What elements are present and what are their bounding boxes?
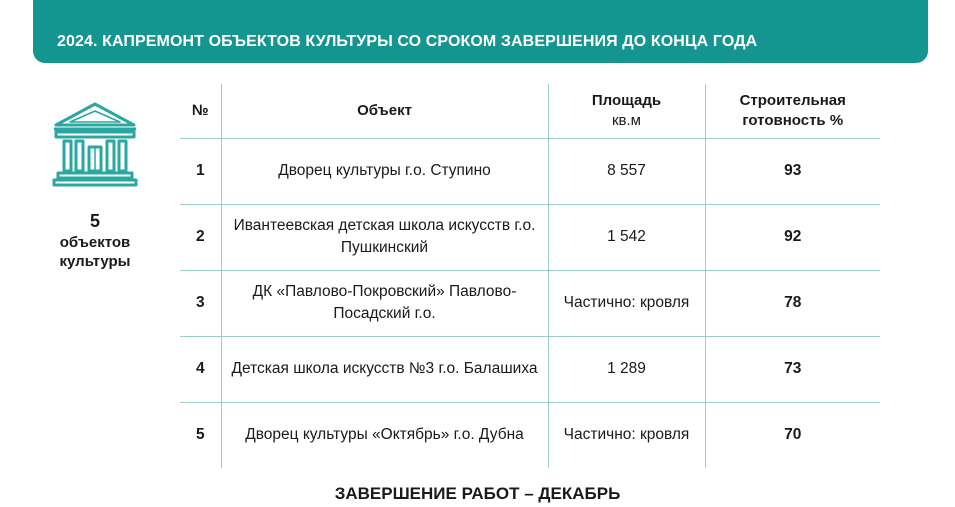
object-readiness: 78 [705, 270, 880, 336]
table-row [180, 402, 880, 468]
object-area: 8 557 [548, 138, 705, 204]
column-header-number: № [191, 101, 209, 119]
object-name: Дворец культуры «Октябрь» г.о. Дубна [221, 402, 548, 468]
area-unit: кв.м [611, 111, 641, 129]
table-row [180, 270, 880, 336]
object-name: Детская школа искусств №3 г.о. Балашиха [221, 336, 548, 402]
object-readiness: 70 [705, 402, 880, 468]
table-row [180, 204, 880, 270]
completion-note: ЗАВЕРШЕНИЕ РАБОТ – ДЕКАБРЬ [334, 484, 621, 503]
object-area: 1 542 [548, 204, 705, 270]
objects-count-summary [40, 212, 150, 271]
museum-building-icon [52, 101, 138, 187]
row-number: 2 [195, 228, 205, 245]
object-area: Частично: кровля [548, 270, 705, 336]
object-name: Дворец культуры г.о. Ступино [221, 138, 548, 204]
object-name: Ивантеевская детская школа искусств г.о. Пушкинский [221, 204, 548, 270]
row-number: 4 [195, 360, 205, 377]
objects-count-label: объектов культуры [59, 234, 131, 270]
row-number: 1 [195, 162, 205, 179]
table-header-row [180, 84, 880, 138]
column-header-readiness: Строительная готовность % [705, 84, 880, 138]
object-area: Частично: кровля [548, 402, 705, 468]
table-row [180, 138, 880, 204]
object-area: 1 289 [548, 336, 705, 402]
object-name: ДК «Павлово-Покровский» Павлово-Посадский г.о. [221, 270, 548, 336]
object-readiness: 73 [705, 336, 880, 402]
row-number: 3 [195, 294, 205, 311]
object-readiness: 92 [705, 204, 880, 270]
objects-table [180, 84, 880, 468]
column-header-area: Площадь кв.м [548, 84, 705, 138]
column-header-object: Объект [221, 84, 548, 138]
row-number: 5 [195, 426, 205, 444]
header-banner [33, 0, 928, 63]
page-title: 2024. КАПРЕМОНТ ОБЪЕКТОВ КУЛЬТУРЫ СО СРОКОМ ЗАВЕРШЕНИЯ ДО КОНЦА ГОДА [57, 33, 758, 50]
objects-count: 5 [89, 211, 100, 231]
object-readiness: 93 [705, 138, 880, 204]
table-row [180, 336, 880, 402]
